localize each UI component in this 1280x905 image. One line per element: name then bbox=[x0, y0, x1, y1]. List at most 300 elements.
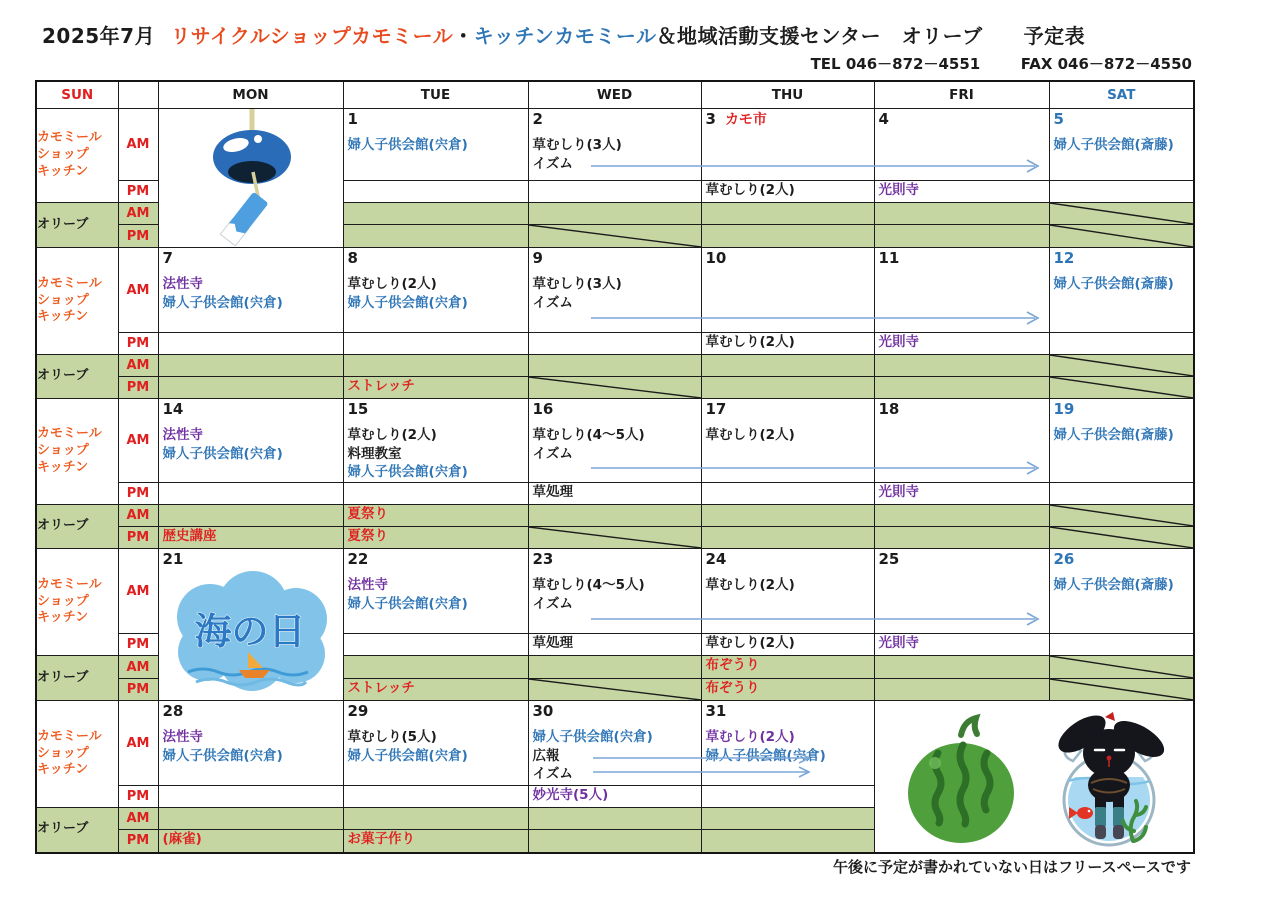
calendar-body bbox=[36, 109, 1194, 853]
week3-olive_am-row bbox=[36, 505, 1194, 527]
olive-am-label: AM bbox=[118, 355, 158, 377]
cell-w5-olive_pm-tue bbox=[343, 830, 528, 853]
cell-w2-am-wed bbox=[528, 248, 701, 333]
event-text: イズム bbox=[532, 445, 573, 462]
cell-w2-am-tue bbox=[343, 248, 528, 333]
cell-w4-olive_am-tue bbox=[343, 656, 528, 679]
camomile-row-label bbox=[36, 701, 118, 808]
tel-number: 046－872－4551 bbox=[845, 55, 981, 73]
event-text: 布ぞうり bbox=[705, 657, 760, 673]
event-list bbox=[344, 377, 528, 395]
event-text: 法性寺 bbox=[347, 577, 388, 594]
camomile-label-line: キッチン bbox=[37, 610, 89, 626]
cell-w2-pm-fri bbox=[874, 333, 1049, 355]
cell-w4-pm-wed bbox=[528, 634, 701, 656]
event-text: 婦人子供会館(宍倉) bbox=[347, 747, 468, 764]
svg-text:海の日: 海の日 bbox=[194, 610, 305, 654]
olive-pm-label: PM bbox=[118, 830, 158, 853]
am-label: AM bbox=[118, 701, 158, 786]
am-label: AM bbox=[118, 248, 158, 333]
diagonal-strike bbox=[529, 225, 701, 247]
event-list bbox=[529, 576, 701, 613]
cell-w3-olive_pm-sat bbox=[1049, 527, 1194, 549]
camomile-label-line: カモミール bbox=[37, 728, 102, 744]
camomile-label-line: ショップ bbox=[37, 292, 89, 308]
event-text: 婦人子供会館(宍倉) bbox=[347, 137, 468, 154]
event-text: 婦人子供会館(宍倉) bbox=[162, 445, 283, 462]
event-text: お菓子作り bbox=[347, 831, 415, 847]
cell-w1-olive_am-sat bbox=[1049, 203, 1194, 225]
diagonal-strike bbox=[1050, 203, 1194, 224]
day-header-thu: THU bbox=[701, 81, 874, 109]
event-text: 草むしり(3人) bbox=[532, 137, 622, 154]
date-label: 2 bbox=[532, 110, 543, 128]
day-header-row bbox=[36, 81, 1194, 109]
cell-w5-am-fri bbox=[874, 701, 1194, 853]
week1-am-row bbox=[36, 109, 1194, 181]
cell-w1-olive_pm-wed bbox=[528, 225, 701, 248]
olive-pm-label: PM bbox=[118, 225, 158, 248]
event-list bbox=[875, 181, 1049, 199]
day-header-wed: WED bbox=[528, 81, 701, 109]
cell-w1-pm-sat bbox=[1049, 181, 1194, 203]
event-text: 料理教室 bbox=[347, 445, 402, 462]
cell-w5-olive_am-wed bbox=[528, 808, 701, 830]
event-list bbox=[702, 656, 874, 674]
date-label: 5 bbox=[1053, 110, 1064, 128]
cell-w1-olive_am-fri bbox=[874, 203, 1049, 225]
olive-am-label: AM bbox=[118, 203, 158, 225]
cell-w4-am-wed bbox=[528, 549, 701, 634]
date-label: 25 bbox=[878, 550, 900, 568]
event-list bbox=[344, 426, 528, 481]
cell-w2-olive_am-sat bbox=[1049, 355, 1194, 377]
event-text: 草処理 bbox=[532, 484, 573, 500]
event-text: 草むしり(2人) bbox=[705, 577, 795, 594]
date-label: 4 bbox=[878, 110, 889, 128]
cell-w2-olive_pm-fri bbox=[874, 377, 1049, 399]
date-label: 26 bbox=[1053, 550, 1075, 568]
pm-label: PM bbox=[118, 483, 158, 505]
event-text: 草むしり(2人) bbox=[705, 635, 795, 651]
cell-w2-pm-mon bbox=[158, 333, 343, 355]
cell-w2-pm-sat bbox=[1049, 333, 1194, 355]
page-title bbox=[42, 20, 1085, 49]
title-dot: ・ bbox=[453, 24, 474, 48]
cell-w1-olive_pm-sat bbox=[1049, 225, 1194, 248]
event-list bbox=[344, 830, 528, 848]
diagonal-strike bbox=[1050, 505, 1194, 526]
cell-w3-olive_am-wed bbox=[528, 505, 701, 527]
contact-line bbox=[811, 53, 1192, 74]
event-text: イズム bbox=[532, 155, 573, 172]
week2-olive_pm-row bbox=[36, 377, 1194, 399]
cell-w1-olive_pm-thu bbox=[701, 225, 874, 248]
cell-w5-pm-tue bbox=[343, 786, 528, 808]
cell-w2-olive_pm-thu bbox=[701, 377, 874, 399]
cell-w5-am-mon bbox=[158, 701, 343, 786]
camomile-label-line: ショップ bbox=[37, 147, 89, 163]
watermelon-rabbit-illustration bbox=[877, 701, 1191, 847]
cell-w2-olive_pm-mon bbox=[158, 377, 343, 399]
event-text: ストレッチ bbox=[347, 680, 415, 696]
olive-pm-label: PM bbox=[118, 679, 158, 701]
cell-w3-olive_pm-fri bbox=[874, 527, 1049, 549]
cell-w3-pm-thu bbox=[701, 483, 874, 505]
cell-w3-pm-fri bbox=[874, 483, 1049, 505]
cell-w1-olive_am-thu bbox=[701, 203, 874, 225]
cell-w3-olive_am-thu bbox=[701, 505, 874, 527]
cell-w5-am-thu bbox=[701, 701, 874, 786]
week3-am-row bbox=[36, 399, 1194, 483]
cell-w1-olive_pm-fri bbox=[874, 225, 1049, 248]
event-list bbox=[875, 483, 1049, 501]
event-list bbox=[1050, 275, 1194, 293]
olive-am-label: AM bbox=[118, 505, 158, 527]
event-text: イズム bbox=[532, 765, 573, 782]
cell-w3-am-thu bbox=[701, 399, 874, 483]
cell-w5-am-tue bbox=[343, 701, 528, 786]
day-header-fri: FRI bbox=[874, 81, 1049, 109]
day-header-tue: TUE bbox=[343, 81, 528, 109]
event-text: 草むしり(4～5人) bbox=[532, 577, 645, 594]
event-text: 光則寺 bbox=[878, 334, 919, 350]
camomile-label-line: カモミール bbox=[37, 576, 102, 592]
date-label: 19 bbox=[1053, 400, 1075, 418]
title-month: 2025年7月 bbox=[42, 24, 156, 48]
event-list bbox=[529, 275, 701, 312]
cell-w3-olive_pm-wed bbox=[528, 527, 701, 549]
cell-w3-am-mon bbox=[158, 399, 343, 483]
camomile-label-line: ショップ bbox=[37, 443, 89, 459]
cell-w5-olive_pm-wed bbox=[528, 830, 701, 853]
event-text: 婦人子供会館(斎藤) bbox=[1053, 276, 1174, 293]
week3-pm-row bbox=[36, 483, 1194, 505]
olive-row-label: オリーブ bbox=[36, 656, 118, 701]
date-label: 23 bbox=[532, 550, 554, 568]
date-label: 24 bbox=[705, 550, 727, 568]
cell-w1-olive_pm-tue bbox=[343, 225, 528, 248]
cell-w5-olive_am-mon bbox=[158, 808, 343, 830]
cell-w1-olive_am-wed bbox=[528, 203, 701, 225]
olive-row-label: オリーブ bbox=[36, 203, 118, 248]
cell-w5-pm-thu bbox=[701, 786, 874, 808]
cell-w2-am-sat bbox=[1049, 248, 1194, 333]
cell-w2-pm-thu bbox=[701, 333, 874, 355]
date-label: 31 bbox=[705, 702, 727, 720]
cell-w2-olive_am-tue bbox=[343, 355, 528, 377]
event-list bbox=[875, 333, 1049, 351]
date-label: 9 bbox=[532, 249, 543, 267]
day-header-sun: SUN bbox=[36, 81, 118, 109]
event-text: 婦人子供会館(宍倉) bbox=[705, 747, 826, 764]
am-label: AM bbox=[118, 549, 158, 634]
diagonal-strike bbox=[1050, 679, 1194, 700]
date-label: 18 bbox=[878, 400, 900, 418]
cell-w4-am-fri bbox=[874, 549, 1049, 634]
event-list bbox=[344, 679, 528, 697]
cell-w2-am-thu bbox=[701, 248, 874, 333]
title-recycle-shop: リサイクルショップカモミール bbox=[170, 24, 454, 48]
event-list bbox=[702, 576, 874, 594]
cell-w3-olive_pm-thu bbox=[701, 527, 874, 549]
event-text: 草むしり(5人) bbox=[347, 729, 437, 746]
camomile-row-label bbox=[36, 399, 118, 505]
event-text: イズム bbox=[532, 595, 573, 612]
date-label: 10 bbox=[705, 249, 727, 267]
cell-w1-am-sat bbox=[1049, 109, 1194, 181]
pm-label: PM bbox=[118, 786, 158, 808]
event-text: 妙光寺(5人) bbox=[532, 787, 609, 803]
pm-label: PM bbox=[118, 333, 158, 355]
date-label: 1 bbox=[347, 110, 358, 128]
cell-w3-olive_am-fri bbox=[874, 505, 1049, 527]
event-list bbox=[159, 426, 343, 463]
week2-olive_am-row bbox=[36, 355, 1194, 377]
camomile-label-line: カモミール bbox=[37, 130, 102, 146]
cell-w5-olive_am-tue bbox=[343, 808, 528, 830]
cell-w4-pm-fri bbox=[874, 634, 1049, 656]
cell-w3-olive_pm-tue bbox=[343, 527, 528, 549]
event-list bbox=[529, 426, 701, 463]
cell-w2-pm-tue bbox=[343, 333, 528, 355]
cell-w3-am-sat bbox=[1049, 399, 1194, 483]
event-list bbox=[702, 181, 874, 199]
cell-w4-am-mon bbox=[158, 549, 343, 701]
event-list bbox=[702, 333, 874, 351]
olive-pm-label: PM bbox=[118, 527, 158, 549]
cell-w4-pm-tue bbox=[343, 634, 528, 656]
date-label: 8 bbox=[347, 249, 358, 267]
event-text: 婦人子供会館(宍倉) bbox=[347, 463, 468, 480]
event-text: 草むしり(2人) bbox=[347, 427, 437, 444]
diagonal-strike bbox=[1050, 656, 1194, 678]
fax-number: 046－872－4550 bbox=[1057, 55, 1192, 73]
cell-w4-olive_pm-tue bbox=[343, 679, 528, 701]
cell-w2-am-fri bbox=[874, 248, 1049, 333]
event-list bbox=[1050, 136, 1194, 154]
cell-w1-am-mon bbox=[158, 109, 343, 248]
cell-w2-olive_am-mon bbox=[158, 355, 343, 377]
week2-pm-row bbox=[36, 333, 1194, 355]
event-text: 婦人子供会館(宍倉) bbox=[532, 729, 653, 746]
event-list bbox=[702, 679, 874, 697]
camomile-label-line: カモミール bbox=[37, 275, 102, 291]
cell-w4-am-sat bbox=[1049, 549, 1194, 634]
event-text: 婦人子供会館(斎藤) bbox=[1053, 137, 1174, 154]
cell-w3-pm-wed bbox=[528, 483, 701, 505]
cell-w4-olive_pm-sat bbox=[1049, 679, 1194, 701]
event-text: 光則寺 bbox=[878, 484, 919, 500]
date-label: 17 bbox=[705, 400, 727, 418]
diagonal-strike bbox=[1050, 225, 1194, 247]
date-label: 30 bbox=[532, 702, 554, 720]
event-list bbox=[529, 136, 701, 173]
date-label: 15 bbox=[347, 400, 369, 418]
cell-w3-am-tue bbox=[343, 399, 528, 483]
cell-w3-olive_am-tue bbox=[343, 505, 528, 527]
cell-w2-am-mon bbox=[158, 248, 343, 333]
cell-w4-pm-sat bbox=[1049, 634, 1194, 656]
date-label: 3 カモ市 bbox=[705, 110, 767, 128]
cell-w1-am-fri bbox=[874, 109, 1049, 181]
cell-w4-olive_pm-wed bbox=[528, 679, 701, 701]
title-kitchen: キッチンカモミール bbox=[473, 24, 657, 48]
cell-w3-am-wed bbox=[528, 399, 701, 483]
date-label: 28 bbox=[162, 702, 184, 720]
cell-w2-olive_pm-wed bbox=[528, 377, 701, 399]
olive-row-label: オリーブ bbox=[36, 808, 118, 853]
cell-w1-pm-thu bbox=[701, 181, 874, 203]
camomile-row-label bbox=[36, 109, 118, 203]
olive-am-label: AM bbox=[118, 808, 158, 830]
event-text: 布ぞうり bbox=[705, 680, 760, 696]
event-text: 法性寺 bbox=[162, 729, 203, 746]
cell-w1-am-thu bbox=[701, 109, 874, 181]
pm-label: PM bbox=[118, 634, 158, 656]
diagonal-strike bbox=[529, 527, 701, 548]
event-text: 婦人子供会館(斎藤) bbox=[1053, 427, 1174, 444]
event-list bbox=[529, 728, 701, 783]
event-text: 光則寺 bbox=[878, 182, 919, 198]
event-list bbox=[702, 426, 874, 444]
camomile-label-line: キッチン bbox=[37, 163, 89, 179]
cell-w4-am-tue bbox=[343, 549, 528, 634]
am-label: AM bbox=[118, 399, 158, 483]
date-label: 7 bbox=[162, 249, 173, 267]
camomile-label-line: キッチン bbox=[37, 762, 89, 778]
camomile-label-line: キッチン bbox=[37, 309, 89, 325]
tel-label: TEL bbox=[810, 55, 841, 73]
date-label: 11 bbox=[878, 249, 900, 267]
camomile-label-line: カモミール bbox=[37, 426, 102, 442]
am-label: AM bbox=[118, 109, 158, 181]
cell-w3-pm-sat bbox=[1049, 483, 1194, 505]
diagonal-strike bbox=[529, 679, 701, 700]
cell-w2-olive_am-fri bbox=[874, 355, 1049, 377]
cell-w4-olive_am-fri bbox=[874, 656, 1049, 679]
windchime-illustration bbox=[176, 109, 326, 246]
event-text: 草むしり(3人) bbox=[532, 276, 622, 293]
event-text: 歴史講座 bbox=[162, 528, 217, 544]
event-list bbox=[1050, 576, 1194, 594]
pm-label: PM bbox=[118, 181, 158, 203]
event-text: 草むしり(2人) bbox=[705, 729, 795, 746]
event-list bbox=[1050, 426, 1194, 444]
event-text: 婦人子供会館(宍倉) bbox=[162, 747, 283, 764]
cell-w1-olive_am-tue bbox=[343, 203, 528, 225]
event-text: 婦人子供会館(宍倉) bbox=[347, 595, 468, 612]
event-text: ストレッチ bbox=[347, 378, 415, 394]
event-text: 草処理 bbox=[532, 635, 573, 651]
event-list bbox=[344, 136, 528, 154]
event-list bbox=[344, 527, 528, 545]
event-list bbox=[344, 576, 528, 613]
event-text: 法性寺 bbox=[162, 276, 203, 293]
diagonal-strike bbox=[529, 377, 701, 398]
cell-w5-olive_am-thu bbox=[701, 808, 874, 830]
event-text: 法性寺 bbox=[162, 427, 203, 444]
week2-am-row bbox=[36, 248, 1194, 333]
day-badge: カモ市 bbox=[724, 112, 767, 128]
title-olive-center: ＆地域活動支援センター オリーブ 予定表 bbox=[656, 24, 1086, 48]
event-text: (麻雀) bbox=[162, 831, 202, 847]
cell-w3-pm-mon bbox=[158, 483, 343, 505]
camomile-label-line: キッチン bbox=[37, 459, 89, 475]
date-label: 12 bbox=[1053, 249, 1075, 267]
cell-w4-am-thu bbox=[701, 549, 874, 634]
date-label: 21 bbox=[162, 550, 184, 568]
corner-cell bbox=[118, 81, 158, 109]
event-text: 草むしり(2人) bbox=[705, 334, 795, 350]
diagonal-strike bbox=[1050, 355, 1194, 376]
event-text: 広報 bbox=[532, 747, 560, 764]
cell-w3-olive_am-sat bbox=[1049, 505, 1194, 527]
event-text: 婦人子供会館(宍倉) bbox=[347, 294, 468, 311]
cell-w2-olive_am-wed bbox=[528, 355, 701, 377]
cell-w4-olive_am-thu bbox=[701, 656, 874, 679]
event-list bbox=[529, 634, 701, 652]
free-space-note: 午後に予定が書かれていない日はフリースペースです bbox=[833, 858, 1191, 876]
cell-w5-pm-mon bbox=[158, 786, 343, 808]
cell-w5-pm-wed bbox=[528, 786, 701, 808]
cell-w1-am-tue bbox=[343, 109, 528, 181]
event-list bbox=[159, 527, 343, 545]
fax-label: FAX bbox=[1020, 55, 1053, 73]
cell-w3-pm-tue bbox=[343, 483, 528, 505]
date-label: 14 bbox=[162, 400, 184, 418]
cell-w4-olive_pm-thu bbox=[701, 679, 874, 701]
camomile-label-line: ショップ bbox=[37, 593, 89, 609]
cell-w1-pm-wed bbox=[528, 181, 701, 203]
diagonal-strike bbox=[1050, 527, 1194, 548]
event-list bbox=[159, 830, 343, 848]
event-text: イズム bbox=[532, 294, 573, 311]
event-list bbox=[344, 505, 528, 523]
cell-w2-olive_pm-tue bbox=[343, 377, 528, 399]
diagonal-strike bbox=[1050, 377, 1194, 398]
cell-w2-olive_pm-sat bbox=[1049, 377, 1194, 399]
date-label: 16 bbox=[532, 400, 554, 418]
event-list bbox=[529, 786, 701, 804]
event-list bbox=[344, 275, 528, 312]
event-list bbox=[344, 728, 528, 765]
date-label: 29 bbox=[347, 702, 369, 720]
event-list bbox=[159, 275, 343, 312]
event-text: 光則寺 bbox=[878, 635, 919, 651]
cell-w5-olive_pm-thu bbox=[701, 830, 874, 853]
cell-w3-olive_pm-mon bbox=[158, 527, 343, 549]
event-list bbox=[702, 728, 874, 765]
event-text: 婦人子供会館(宍倉) bbox=[162, 294, 283, 311]
event-text: 草むしり(2人) bbox=[347, 276, 437, 293]
event-text: 草むしり(2人) bbox=[705, 427, 795, 444]
week4-am-row bbox=[36, 549, 1194, 634]
cell-w3-olive_am-mon bbox=[158, 505, 343, 527]
event-list bbox=[702, 634, 874, 652]
event-text: 夏祭り bbox=[347, 506, 388, 522]
week5-am-row bbox=[36, 701, 1194, 786]
cell-w3-am-fri bbox=[874, 399, 1049, 483]
event-list bbox=[875, 634, 1049, 652]
schedule-table bbox=[35, 80, 1195, 854]
event-list bbox=[159, 728, 343, 765]
cell-w5-am-wed bbox=[528, 701, 701, 786]
week3-olive_pm-row bbox=[36, 527, 1194, 549]
event-text: 婦人子供会館(斎藤) bbox=[1053, 577, 1174, 594]
event-text: 草むしり(2人) bbox=[705, 182, 795, 198]
olive-row-label: オリーブ bbox=[36, 505, 118, 549]
